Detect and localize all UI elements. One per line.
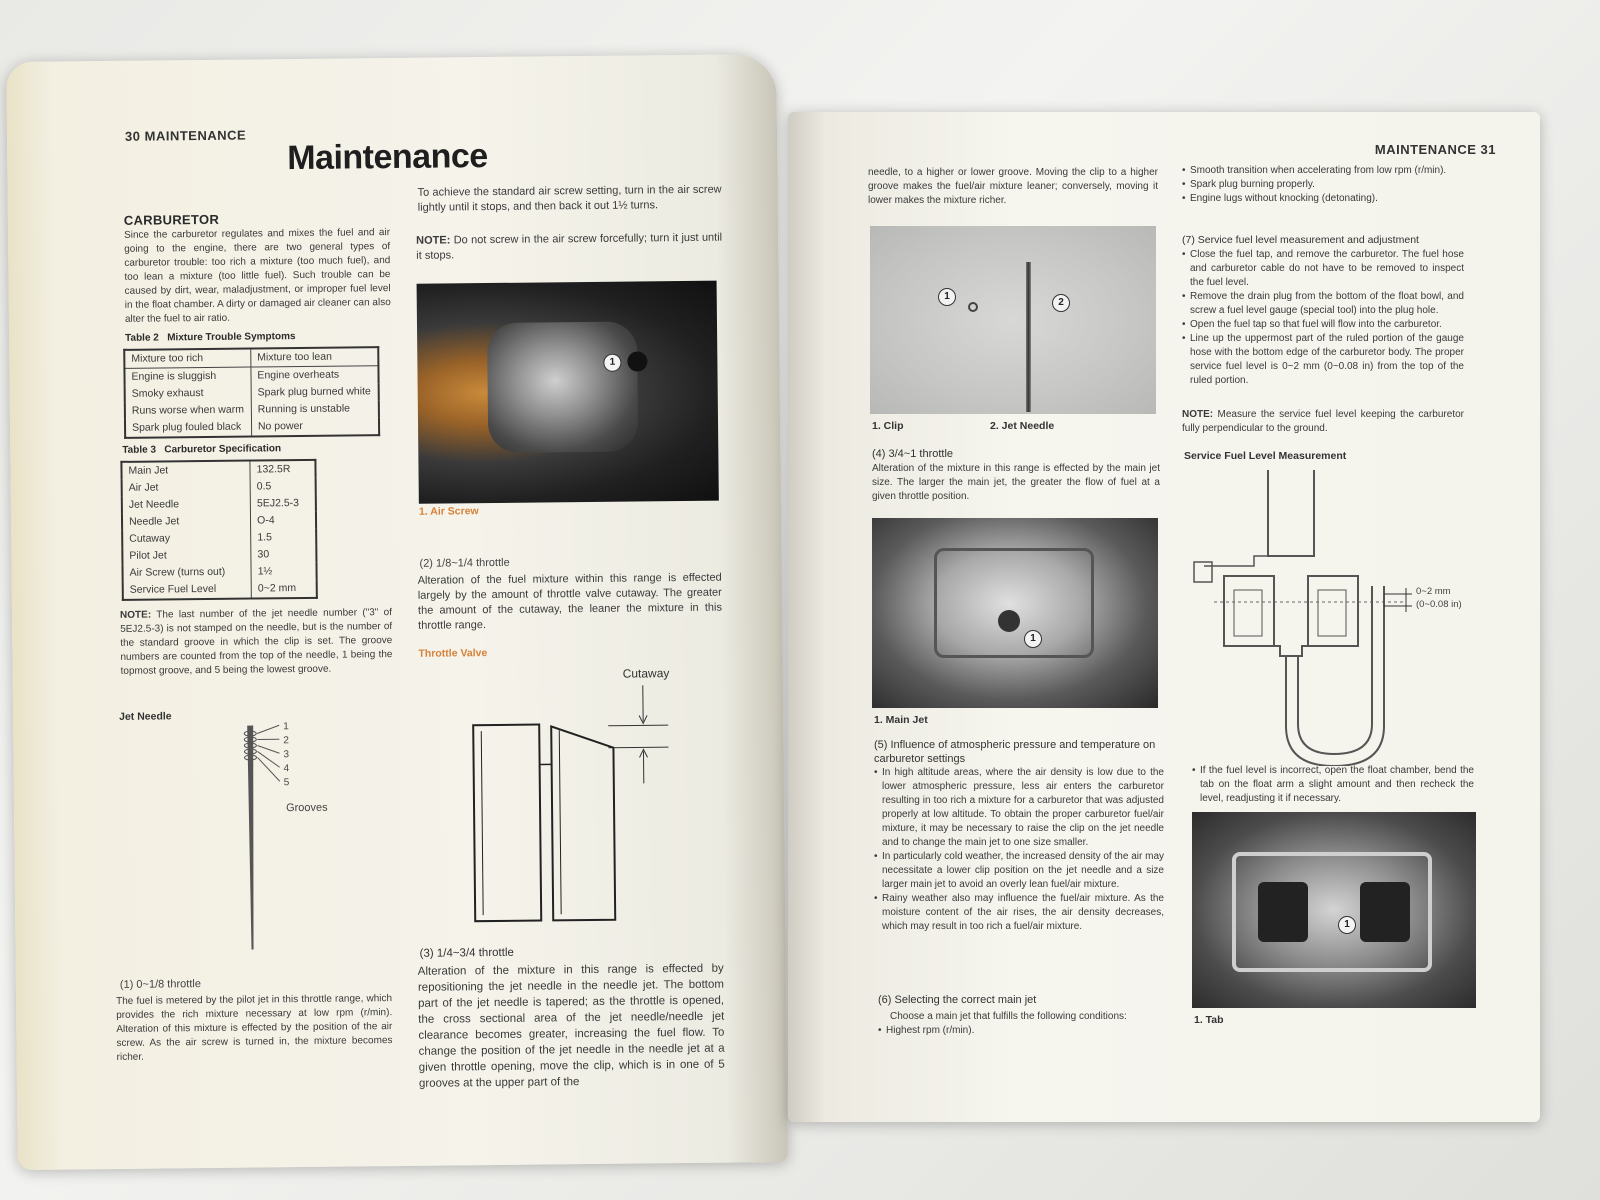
float-right (1360, 882, 1410, 942)
callout-2: 2 (1052, 294, 1070, 312)
page-header-right: MAINTENANCE 31 (1374, 142, 1496, 157)
cutaway-label: Cutaway (622, 666, 670, 681)
spec-key: Cutaway (129, 532, 171, 545)
list-item: • Line up the uppermost part of the ruled portion of the gauge hose with the bottom edge of the carburetor body. The proper service fuel level is 0~2 mm (0~0.08 in) from the top of the ruled portion. (1182, 332, 1464, 388)
table2-caption: Table 2 Mixture Trouble Symptoms (125, 331, 296, 344)
float-bowl (934, 548, 1094, 658)
carburetor-spec-table (120, 459, 317, 601)
air-screw-note: NOTE: Do not screw in the air screw forcefully; turn it just until it stops. (416, 231, 723, 262)
throttle-4-heading: (4) 3/4~1 throttle (872, 448, 954, 460)
groove-number: 4 (283, 763, 290, 775)
throttle-1-heading: (1) 0~1/8 throttle (119, 978, 201, 991)
throttle-2-heading: (2) 1/8~1/4 throttle (419, 556, 510, 570)
tab-caption: 1. Tab (1194, 1014, 1224, 1026)
throttle-3-heading: (3) 1/4~3/4 throttle (419, 946, 514, 960)
table2-cell: Spark plug burned white (251, 383, 379, 401)
throttle-valve-figure-title: Throttle Valve (418, 647, 488, 660)
throttle-2-text: Alteration of the fuel mixture within this range is effected largely by the amount of throttle valve cutaway. The greater the amount of the cutaway, the leaner the mixture in this throttle range. (417, 571, 723, 632)
fuel-level-mm: 0~2 mm (1416, 586, 1451, 597)
list-item: • Engine lugs without knocking (detonating). (1182, 192, 1464, 206)
carburetor-body (487, 321, 638, 453)
clip-position-text: needle, to a higher or lower groove. Moving the clip to a higher groove makes the fuel/air mixture leaner; conversely, moving it lower makes the mixture richer. (868, 167, 1158, 206)
jet-needle-figure-title: Jet Needle (119, 710, 172, 723)
clip-needle-photo (870, 226, 1156, 414)
fuel-level-in: (0~0.08 in) (1416, 599, 1462, 610)
section-7-heading: (7) Service fuel level measurement and adjustment (1182, 234, 1419, 246)
table2-cell: Running is unstable (251, 400, 379, 418)
air-screw-photo (417, 281, 719, 504)
list-item: • Highest rpm (r/min). (878, 1024, 1168, 1038)
section-7-list (1182, 248, 1464, 388)
list-item: • Rainy weather also may influence the fuel/air mixture. As the moisture content of the air rises, the air density decreases, which may result in too rich a fuel/air mixture. (874, 892, 1164, 934)
fuel-level-figure-title: Service Fuel Level Measurement (1184, 450, 1347, 462)
spec-key: Needle Jet (128, 515, 180, 528)
section-6-heading: (6) Selecting the correct main jet (878, 994, 1037, 1006)
table2-cell: No power (251, 417, 379, 436)
float-left (1258, 882, 1308, 942)
callout-1: 1 (1338, 916, 1356, 934)
throttle-valve-diagram (453, 663, 696, 945)
spec-key: Pilot Jet (129, 549, 167, 562)
spec-value: 0.5 (250, 478, 316, 496)
spec-value: 30 (251, 546, 317, 564)
list-item: • Remove the drain plug from the bottom of the float bowl, and screw a fuel level gauge (special tool) into the plug hole. (1182, 290, 1464, 318)
list-item: • Close the fuel tap, and remove the carburetor. The fuel hose and carburetor cable do not have to be removed to inspect the fuel level. (1182, 248, 1464, 290)
groove-number: 3 (283, 749, 290, 761)
page-header-left: 30 MAINTENANCE (124, 127, 247, 144)
list-item: • In high altitude areas, where the air density is low due to the lower atmospheric pressure, less air enters the carburetor resulting in too rich a mixture for a carburetor that was adjusted properly at low altitude. To obtain the proper carburetor fuel/air mixture, it may be necessary to raise the clip on the jet needle and to change the main jet to one size smaller. (874, 766, 1164, 850)
spec-value: 0~2 mm (251, 580, 317, 599)
section-carburetor: CARBURETOR (123, 211, 220, 228)
section-6-list (878, 1024, 1168, 1038)
groove-number: 5 (283, 777, 290, 789)
jet-needle-note: NOTE: The last number of the jet needle number ("3" of 5EJ2.5-3) is not stamped on the needle, but is the number of the standard groove in which the clip is set. The groove numbers are counted from the top of the needle, 1 being the topmost groove, and 5 being the lowest groove. (119, 607, 393, 677)
spec-value: 1.5 (251, 529, 317, 547)
callout-1: 1 (938, 288, 956, 306)
table2-cell: Engine overheats (251, 366, 379, 385)
list-item: • Open the fuel tap so that fuel will flow into the carburetor. (1182, 318, 1464, 332)
jet-needle-diagram (213, 718, 356, 959)
section-5-list (874, 766, 1164, 934)
throttle-3-text: Alteration of the mixture in this range is effected by repositioning the jet needle in the needle jet. The bottom part of the jet needle is tapered; as the throttle is opened, the cross sectional area of the jet needle/needle jet clearance becomes greater, increasing the fuel flow. To change the position of the jet needle in the needle jet at a given throttle opening, move the clip, which is in one of 5 grooves at the upper part of the (417, 962, 725, 1090)
section-6-text: Choose a main jet that fulfills the following conditions: (890, 1011, 1127, 1022)
jet-needle-caption: 2. Jet Needle (990, 420, 1055, 432)
spec-key: Main Jet (128, 464, 169, 477)
main-jet-part (998, 610, 1020, 632)
main-jet-photo (872, 518, 1158, 708)
spec-value: 5EJ2.5-3 (250, 495, 316, 513)
section-7-note: NOTE: Measure the service fuel level keeping the carburetor fully perpendicular to the ground. (1182, 409, 1464, 434)
table2-cell: Smoky exhaust (131, 387, 204, 400)
air-screw-caption: 1. Air Screw (418, 505, 479, 518)
list-item: • If the fuel level is incorrect, open the float chamber, bend the tab on the float arm a slight amount and then recheck the level, readjusting it if necessary. (1192, 764, 1474, 806)
table2-cell: Engine is sluggish (131, 369, 217, 383)
section-5-heading: (5) Influence of atmospheric pressure and temperature on carburetor settings (874, 739, 1156, 765)
spec-value: 132.5R (250, 460, 316, 479)
spec-value: 1½ (251, 563, 317, 581)
fuel-level-diagram (1184, 466, 1494, 766)
clip-caption: 1. Clip (872, 420, 904, 432)
main-jet-conditions-list (1182, 164, 1464, 206)
left-page (6, 54, 788, 1170)
list-item: • Smooth transition when accelerating from low rpm (r/min). (1182, 164, 1464, 178)
table2-cell: Runs worse when warm (131, 403, 244, 417)
grooves-label: Grooves (285, 801, 328, 815)
main-jet-caption: 1. Main Jet (874, 714, 928, 726)
throttle-4-text: Alteration of the mixture in this range is effected by the main jet size. The larger the main jet, the greater the flow of fuel at a given throttle position. (872, 463, 1160, 502)
list-item: • In particularly cold weather, the increased density of the air may necessitate a lower clip position on the jet needle and a size larger main jet to avoid an overly lean fuel/air mixture. (874, 850, 1164, 892)
spec-value: O-4 (251, 512, 317, 530)
callout-1: 1 (603, 354, 621, 372)
groove-number: 1 (283, 721, 289, 733)
groove-number: 2 (283, 735, 289, 747)
throttle-1-text: The fuel is metered by the pilot jet in this throttle range, which provides the rich mixture necessary at low rpm (r/min). Alteration of this mixture is effected by the position of the air screw. As the air screw is turned in, the mixture becomes richer. (116, 993, 393, 1063)
table3-caption: Table 3 Carburetor Specification (122, 443, 282, 456)
spec-key: Service Fuel Level (129, 582, 217, 596)
table2-cell: Spark plug fouled black (131, 420, 242, 434)
photo-detail (627, 351, 647, 371)
adjust-fuel-level-list (1192, 764, 1474, 806)
page-title: Maintenance (287, 137, 488, 178)
spec-key: Air Jet (128, 481, 159, 494)
table2-head-rich: Mixture too rich (124, 349, 251, 369)
float-tab-photo (1192, 812, 1476, 1008)
right-page (788, 112, 1540, 1122)
air-screw-setting-text: To achieve the standard air screw setting, turn in the air screw lightly until it stops, and then back it out 1½ turns. (417, 183, 722, 214)
callout-1: 1 (1024, 630, 1042, 648)
spec-key: Jet Needle (128, 498, 180, 511)
carburetor-intro: Since the carburetor regulates and mixes the fuel and air going to the engine, there are two general types of carburetor trouble: too rich a mixture (too much fuel), and too lean a mixture (too little fuel). Such trouble can be caused by dirt, wear, maladjustment, or improper fuel level in the float chamber. A dirty or damaged air cleaner can also alter the fuel to air ratio. (123, 227, 391, 325)
clip-photo-part (968, 302, 978, 312)
spec-key: Air Screw (turns out) (129, 565, 226, 579)
table2-head-lean: Mixture too lean (251, 347, 379, 367)
mixture-trouble-table (123, 346, 380, 439)
list-item: • Spark plug burning properly. (1182, 178, 1464, 192)
jet-needle-photo-part (1026, 262, 1031, 412)
